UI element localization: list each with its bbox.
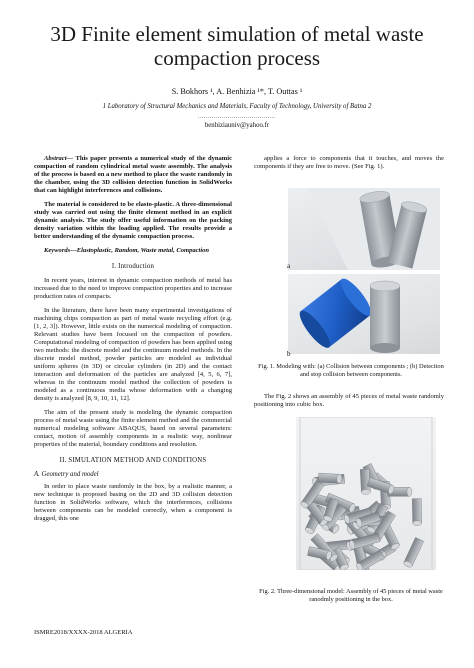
- figure-1a-label: a: [287, 262, 291, 270]
- figure-1a-image: [288, 188, 440, 270]
- intro-paragraph-2: In the literature, there have been many experimental investigations of machining chips compaction as part of metal waste recycling effort (e.g. [1, 2, 3]). However, little exists on the numerical modeling of compaction. Relevant studies have been focused on the compaction of powders. Computational modeling of compaction of powders has been applied using two methods: the discrete model and the continuum model methods. In the discrete model method, powder particles are modeled as individual uniform spheres (in 3D) or circular cylinders (in 2D) and the contact interaction and deformation of the particles are analyzed [4, 5, 6, 7], whereas in the continuum model method the collection of powders is modeled as a continuous media whose deformation with a changing density is analyzed [8, 9, 10, 11, 12].: [34, 306, 232, 403]
- title-line-2: compaction process: [153, 46, 321, 70]
- abstract-paragraph-1: [34, 155, 232, 195]
- figure-1-caption: Fig. 1. Modeling with: (a) Collision between components ; (b) Detection and stop collision between components.: [258, 363, 444, 378]
- geometry-paragraph-1: In order to place waste randomly in the box, by a realistic manner, a new technique is proposed basing on the 2D and 3D collision detection function in SolidWorks software, which the interferences, collisions between components can be modeled correctly, when a component is dragged, this one: [34, 482, 232, 522]
- title-line-1: 3D Finite element simulation of metal waste: [50, 22, 424, 46]
- abstract-text-1: This paper presents a numerical study of the dynamic compaction of random cylindrical metal waste assembly. The analysis of the process is based on a new method to place the waste randomly in the chamber, using the 3D collision detection function in SolidWorks that can highlight interferences and collisions.: [34, 155, 232, 195]
- conference-footer: ISMRE2018/XXXX-2018 ALGERIA: [34, 629, 133, 636]
- section-heading-simulation: II. SIMULATION METHOD AND CONDITIONS: [59, 456, 207, 464]
- right-column-text-mid: [254, 393, 444, 415]
- figure-1b-render: [288, 274, 440, 354]
- contact-email: benhiziauniv@yahoo.fr: [204, 122, 270, 129]
- abstract-paragraph-2: The material is considered to be elasto-plastic. A three-dimensional study was carried out using the finite element method in an explicit dynamic analysis. The study offer useful information on the packing density variation within the loading applied. The results provide a better understanding of the dynamic compaction process.: [34, 201, 232, 241]
- section-heading-introduction: I. Introduction: [111, 262, 155, 270]
- waste-cylinder: [318, 473, 342, 483]
- grey-cylinder-3: [370, 281, 400, 353]
- paper-title: [30, 22, 444, 70]
- dotted-separator: .......................................: [198, 114, 276, 120]
- intro-paragraph-3: The aim of the present study is modeling the dynamic compaction process of metal waste using the finite element method and the commercial numerical modeling software ABAQUS, based on several parameters: contact, motion of assembly components in a realistic way, nonlinear properties of the material, boundary conditions and resolution.: [34, 409, 232, 449]
- abstract-label: Abstract—: [44, 155, 74, 162]
- keywords: Keywords—Elastoplastic, Random, Waste metal, Compaction: [44, 247, 210, 255]
- author-list: S. Bokhors ¹, A. Benhizia ¹*, T. Outtas ¹: [171, 87, 303, 96]
- subsection-heading-geometry: A. Geometry and model: [34, 470, 99, 478]
- right-paragraph-1: applies a force to components that it touches, and moves the components if they are free to move. (See Fig. 1).: [254, 155, 444, 171]
- figure-1b-label: b: [287, 350, 291, 358]
- blue-cylinder: [295, 275, 375, 352]
- waste-cylinder: [412, 499, 421, 526]
- affiliation: 1 Laboratory of Structural Mechanics and Materials, Faculty of Technology, University of Batna 2: [102, 103, 372, 110]
- figure-2-render: [296, 417, 436, 570]
- left-column: [34, 155, 232, 529]
- right-column-text-top: [254, 155, 444, 177]
- right-paragraph-2: The Fig. 2 shows an assembly of 45 pieces of metal waste randomly positioning into cubic box.: [254, 393, 444, 409]
- figure-2-image: [296, 417, 436, 570]
- intro-paragraph-1: In recent years, interest in dynamic compaction methods of metal has increased due to the need to improve compaction properties and to increase production rates of compacts.: [34, 276, 232, 300]
- waste-cylinder: [403, 537, 424, 568]
- cylinder-pile: [300, 463, 424, 570]
- figure-1a-render: [288, 188, 440, 270]
- figure-1b-image: [288, 274, 440, 354]
- figure-2-caption: Fig. 2. Three-dimensional model: Assembly of 45 pieces of metal waste ranodmly positioning in the box.: [259, 588, 443, 603]
